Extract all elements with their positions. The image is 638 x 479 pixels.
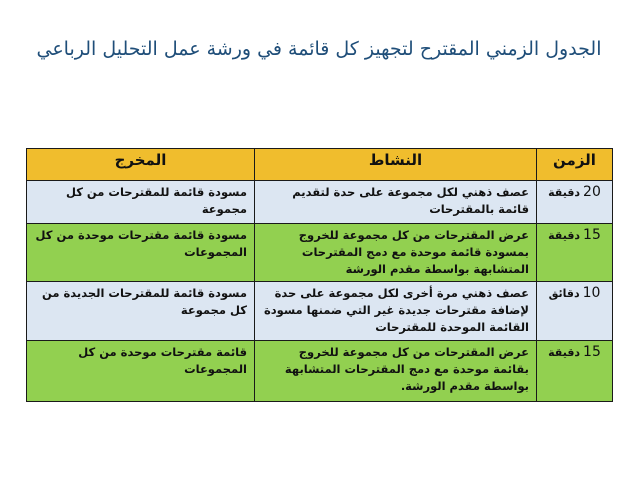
header-output: المخرج (27, 149, 255, 181)
time-cell (537, 181, 613, 224)
table-row (27, 181, 613, 224)
time-value: 15 (583, 227, 601, 243)
time-cell (537, 224, 613, 282)
activity-cell: عرض المقترحات من كل مجموعة للخروج بمسودة قائمة موحدة مع دمج المقترحات المتشابهة بواسطة مقدم الورشة (255, 224, 537, 282)
time-unit: دقائق (548, 287, 580, 300)
time-cell (537, 341, 613, 402)
output-cell: مسودة قائمة للمقترحات من كل مجموعة (27, 181, 255, 224)
output-cell: مسودة قائمة للمقترحات الجديدة من كل مجموعة (27, 282, 255, 341)
time-value: 20 (583, 184, 601, 200)
table-header-row (27, 149, 613, 181)
activity-cell: عرض المقترحات من كل مجموعة للخروج بقائمة موحدة مع دمج المقترحات المتشابهة بواسطة مقدم الورشة. (255, 341, 537, 402)
time-cell (537, 282, 613, 341)
header-activity: النشاط (255, 149, 537, 181)
time-unit: دقيقة (548, 229, 581, 242)
time-unit: دقيقة (548, 346, 581, 359)
slide-title: الجدول الزمني المقترح لتجهيز كل قائمة في ورشة عمل التحليل الرباعي (36, 38, 602, 60)
table-row (27, 224, 613, 282)
table-row (27, 282, 613, 341)
time-unit: دقيقة (548, 186, 581, 199)
header-time: الزمن (537, 149, 613, 181)
schedule-table (26, 148, 613, 402)
output-cell: مسودة قائمة مقترحات موحدة من كل المجموعات (27, 224, 255, 282)
time-value: 15 (583, 344, 601, 360)
table-row (27, 341, 613, 402)
activity-cell: عصف ذهني لكل مجموعة على حدة لتقديم قائمة بالمقترحات (255, 181, 537, 224)
activity-cell: عصف ذهني مرة أخرى لكل مجموعة على حدة لإضافة مقترحات جديدة غير التي ضمنها مسودة القائمة الموحدة للمقترحات (255, 282, 537, 341)
output-cell: قائمة مقترحات موحدة من كل المجموعات (27, 341, 255, 402)
time-value: 10 (582, 285, 601, 301)
